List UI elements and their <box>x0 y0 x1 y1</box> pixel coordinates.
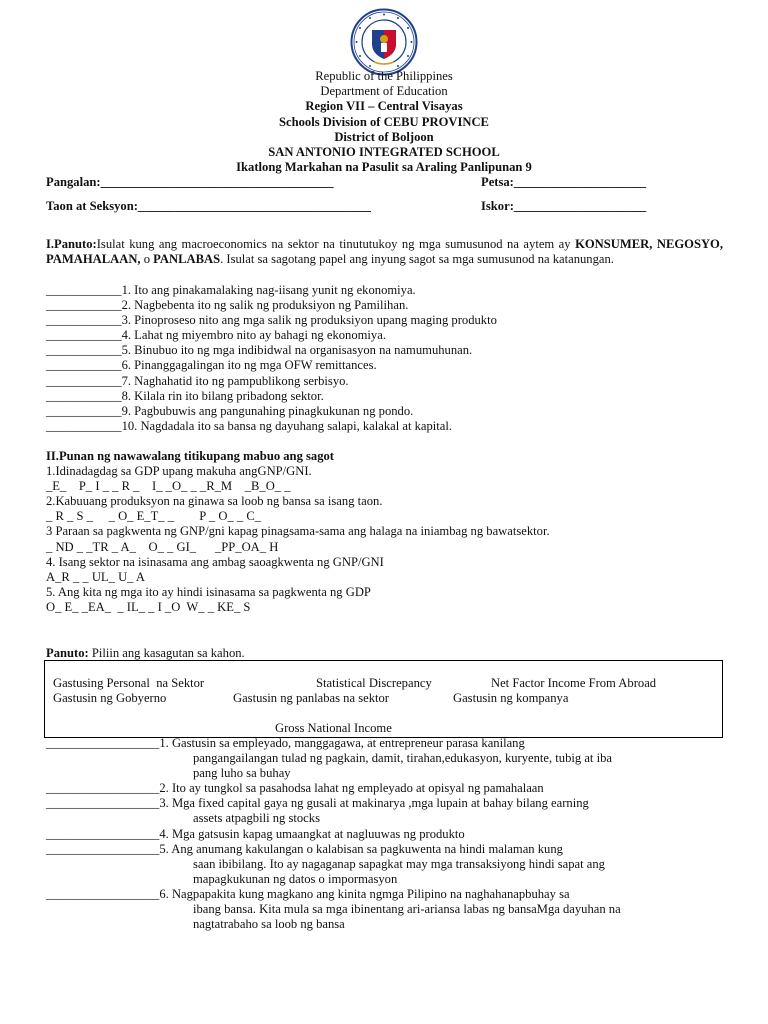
part1-terms: KONSUMER, NEGOSYO, PAMAHALAAN, <box>46 237 723 266</box>
part1-text-a: Isulat kung ang macroeconomics na sektor na tinututukoy ng mga sumusunod na aytem ay <box>96 237 576 251</box>
list-item-cont: mapagkukunan ng datos o impormasyon <box>193 871 398 886</box>
petsa-field[interactable]: Petsa:_____________________ <box>481 175 647 189</box>
part1-or: o <box>140 252 154 266</box>
list-item[interactable]: ____________10. Nagdadala ito sa bansa ng dayuhang salapi, kalakal at kapital. <box>46 418 453 433</box>
header-region: Region VII – Central Visayas <box>305 99 463 114</box>
list-item-cont: ibang bansa. Kita mula sa mga ibinentang ari-ariansa labas ng bansaMga dayuhan na <box>193 902 621 917</box>
part2-line: 4. Isang sektor na isinasama ang ambag saoagkwenta ng GNP/GNI <box>46 554 384 569</box>
header-school: SAN ANTONIO INTEGRATED SCHOOL <box>268 144 500 159</box>
part2-answer[interactable]: _E_ P_ I _ _ R _ I_ _O_ _ _R_M _B_O_ _ <box>46 479 291 494</box>
list-item[interactable]: ____________6. Pinanggagalingan ito ng mga OFW remittances. <box>46 358 377 373</box>
choice-item: Gastusin ng panlabas na sektor <box>233 691 389 705</box>
list-item[interactable]: __________________6. Nagpapakita kung magkano ang kinita ngmga Pilipino na naghahanapbuhay sa <box>46 886 570 901</box>
list-item[interactable]: ____________7. Naghahatid ito ng pampublikong serbisyo. <box>46 373 349 388</box>
list-item[interactable]: __________________3. Mga fixed capital gaya ng gusali at makinarya ,mga lupain at bahay bilang earning <box>46 796 589 811</box>
part1-heading: I.Panuto: <box>46 237 97 251</box>
part2 <box>46 449 723 615</box>
header-exam-title: Ikatlong Markahan na Pasulit sa Araling Panlipunan 9 <box>236 160 532 175</box>
list-item-cont: pang luho sa buhay <box>193 766 291 781</box>
choices-box <box>44 660 723 738</box>
part2-answer[interactable]: _ R _ S _ _ O_ E_T_ _ P _ O_ _ C_ <box>46 509 262 524</box>
part3-instruction <box>46 646 723 661</box>
taon-seksyon-field[interactable]: Taon at Seksyon:_____________________________________ <box>46 199 371 213</box>
part2-line: 2.Kabuuang produksyon na ginawa sa loob ng bansa sa isang taon. <box>46 494 383 509</box>
list-item-cont: saan ibibilang. Ito ay nagaganap sapagkat may mga transaksiyong hindi sapat ang <box>193 856 605 871</box>
list-item-cont: assets atpagbili ng stocks <box>193 811 320 826</box>
header-division: Schools Division of CEBU PROVINCE <box>279 114 489 129</box>
list-item[interactable]: ____________4. Lahat ng miyembro nito ay bahagi ng ekonomiya. <box>46 328 386 343</box>
deped-seal-logo <box>350 8 418 76</box>
school-header <box>0 69 768 175</box>
part2-answer[interactable]: A_R _ _ UL_ U_ A <box>46 569 146 584</box>
list-item[interactable]: ____________9. Pagbubuwis ang pangunahing pinagkukunan ng pondo. <box>46 403 414 418</box>
header-district: District of Boljoon <box>334 129 434 144</box>
list-item[interactable]: ____________8. Kilala rin ito bilang pribadong sektor. <box>46 388 324 403</box>
list-item[interactable]: ____________2. Nagbebenta ito ng salik ng produksiyon ng Pamilihan. <box>46 298 409 313</box>
part2-heading: II.Punan ng nawawalang titikupang mabuo ang sagot <box>46 449 334 463</box>
list-item[interactable]: __________________1. Gastusin sa empleyado, manggagawa, at entrepreneur parasa kanilang <box>46 736 525 750</box>
part2-line: 1.Idinadagdag sa GDP upang makuha angGNP/GNI. <box>46 464 312 479</box>
list-item-cont: pangangailangan tulad ng pagkain, damit, tirahan,edukasyon, kuryente, tubig at iba <box>193 751 612 766</box>
choice-item: Gastusing Personal na Sektor <box>53 676 205 690</box>
pangalan-field[interactable]: Pangalan:_____________________________________ <box>46 175 334 189</box>
part1-items <box>46 283 723 434</box>
choice-item: Gross National Income <box>275 721 392 735</box>
list-item[interactable]: ____________3. Pinoproseso nito ang mga salik ng produksiyon upang maging produkto <box>46 313 497 328</box>
list-item[interactable]: ____________1. Ito ang pinakamalaking nag-iisang yunit ng ekonomiya. <box>46 283 416 297</box>
iskor-field[interactable]: Iskor:_____________________ <box>481 199 647 213</box>
list-item[interactable]: __________________4. Mga gatsusin kapag umaangkat at nagluuwas ng produkto <box>46 826 465 841</box>
header-republic: Republic of the Philippines <box>315 69 453 83</box>
header-department: Department of Education <box>320 84 448 99</box>
part1-text-b: . Isulat sa sagotang papel ang inyung sagot sa mga sumusunod na katanungan. <box>220 252 614 266</box>
choice-item: Net Factor Income From Abroad <box>491 676 657 690</box>
choice-item: Gastusin ng kompanya <box>453 691 569 705</box>
choice-item: Statistical Discrepancy <box>316 676 432 690</box>
part2-line: 5. Ang kita ng mga ito ay hindi isinasama sa pagkwenta ng GDP <box>46 584 371 599</box>
part1-term-last: PANLABAS <box>153 252 221 266</box>
list-item[interactable]: __________________2. Ito ay tungkol sa pasahodsa lahat ng empleyado at opisyal ng pamahalaan <box>46 781 544 796</box>
part3-instruction-text: Piliin ang kasagutan sa kahon. <box>88 646 245 660</box>
part2-answer[interactable]: _ ND _ _TR _ A_ O_ _ GI_ _PP_OA_ H <box>46 539 279 554</box>
choice-item: Gastusin ng Gobyerno <box>53 691 167 705</box>
list-item-cont: nagtatrabaho sa loob ng bansa <box>193 917 345 932</box>
part2-line: 3 Paraan sa pagkwenta ng GNP/gni kapag pinagsama-sama ang halaga na iniambag ng bawatsektor. <box>46 524 550 539</box>
list-item[interactable]: ____________5. Binubuo ito ng mga indibidwal na organisasyon na namumuhunan. <box>46 343 473 358</box>
part1-instruction <box>46 237 723 267</box>
part2-answer[interactable]: O_ E_ _EA_ _ IL_ _ I _O W_ _ KE_ S <box>46 599 251 614</box>
list-item[interactable]: __________________5. Ang anumang kakulangan o kalabisan sa pagkuwenta na hindi malaman kung <box>46 841 563 856</box>
part3-items <box>46 736 723 932</box>
part3-heading: Panuto: <box>46 646 89 660</box>
